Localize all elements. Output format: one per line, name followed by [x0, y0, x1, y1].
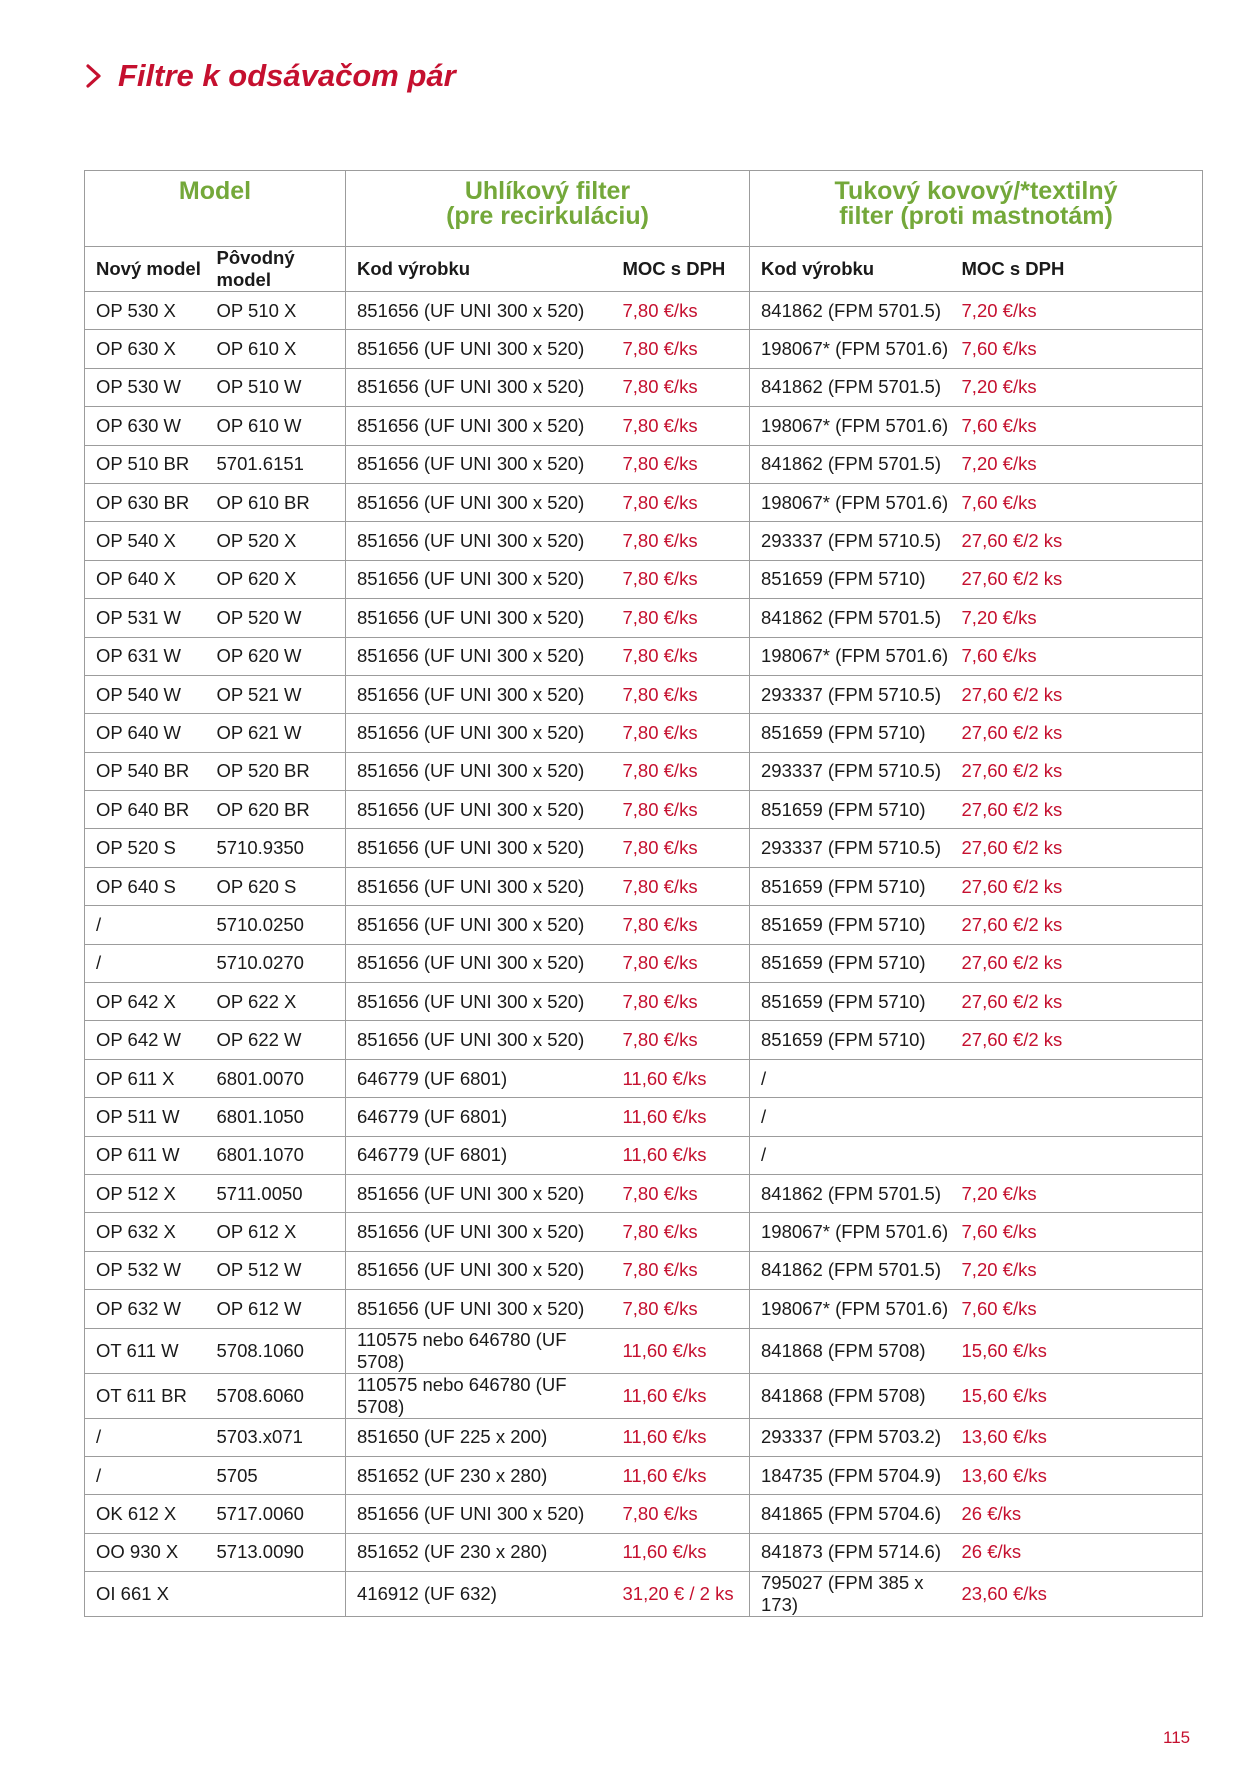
table-row	[85, 944, 1203, 982]
table-row	[85, 1213, 1203, 1251]
table-row	[85, 407, 1203, 445]
cell-carbon-filter-price: 11,60 €/ks	[612, 1533, 750, 1571]
table-row	[85, 330, 1203, 368]
cell-grease-filter-price: 27,60 €/2 ks	[951, 906, 1203, 944]
cell-grease-filter-code: 851659 (FPM 5710)	[750, 714, 951, 752]
cell-new-model: OP 640 X	[85, 560, 206, 598]
cell-grease-filter-price	[951, 1098, 1203, 1136]
cell-grease-filter-code: 841862 (FPM 5701.5)	[750, 368, 951, 406]
cell-grease-filter-code: 293337 (FPM 5710.5)	[750, 522, 951, 560]
cell-new-model: OP 540 X	[85, 522, 206, 560]
cell-carbon-filter-code: 851656 (UF UNI 300 x 520)	[346, 522, 612, 560]
col-header-carbon-code: Kod výrobku	[346, 247, 612, 292]
cell-grease-filter-price: 7,60 €/ks	[951, 1290, 1203, 1328]
cell-carbon-filter-code: 851656 (UF UNI 300 x 520)	[346, 599, 612, 637]
cell-original-model: OP 622 X	[206, 983, 346, 1021]
cell-carbon-filter-code: 851656 (UF UNI 300 x 520)	[346, 292, 612, 330]
cell-grease-filter-price: 13,60 €/ks	[951, 1418, 1203, 1456]
cell-carbon-filter-code: 416912 (UF 632)	[346, 1572, 612, 1617]
cell-carbon-filter-code: 851656 (UF UNI 300 x 520)	[346, 906, 612, 944]
cell-new-model: OP 540 W	[85, 675, 206, 713]
table-row	[85, 483, 1203, 521]
cell-new-model: /	[85, 906, 206, 944]
cell-original-model: OP 610 X	[206, 330, 346, 368]
cell-grease-filter-code: 198067* (FPM 5701.6)	[750, 407, 951, 445]
cell-new-model: OP 512 X	[85, 1174, 206, 1212]
cell-grease-filter-code: 293337 (FPM 5703.2)	[750, 1418, 951, 1456]
table-row	[85, 752, 1203, 790]
cell-carbon-filter-price: 7,80 €/ks	[612, 1021, 750, 1059]
grease-header-line2: filter (proti mastnotám)	[839, 202, 1113, 230]
cell-carbon-filter-price: 7,80 €/ks	[612, 368, 750, 406]
cell-new-model: OP 640 W	[85, 714, 206, 752]
cell-grease-filter-code: 851659 (FPM 5710)	[750, 867, 951, 905]
cell-new-model: OP 530 X	[85, 292, 206, 330]
cell-original-model: OP 612 X	[206, 1213, 346, 1251]
cell-carbon-filter-price: 7,80 €/ks	[612, 791, 750, 829]
cell-carbon-filter-price: 7,80 €/ks	[612, 522, 750, 560]
cell-new-model: OP 642 W	[85, 1021, 206, 1059]
cell-original-model: OP 621 W	[206, 714, 346, 752]
cell-original-model: 5710.0250	[206, 906, 346, 944]
cell-carbon-filter-code: 851652 (UF 230 x 280)	[346, 1456, 612, 1494]
cell-original-model: 5710.0270	[206, 944, 346, 982]
cell-new-model: OP 630 BR	[85, 483, 206, 521]
cell-carbon-filter-price: 7,80 €/ks	[612, 1174, 750, 1212]
cell-original-model: 6801.0070	[206, 1059, 346, 1097]
cell-grease-filter-price: 26 €/ks	[951, 1495, 1203, 1533]
cell-carbon-filter-code: 851656 (UF UNI 300 x 520)	[346, 1213, 612, 1251]
col-header-new-model: Nový model	[85, 247, 206, 292]
cell-carbon-filter-code: 851656 (UF UNI 300 x 520)	[346, 1290, 612, 1328]
cell-grease-filter-price: 13,60 €/ks	[951, 1456, 1203, 1494]
cell-grease-filter-code: 841868 (FPM 5708)	[750, 1328, 951, 1373]
cell-original-model: 5708.6060	[206, 1373, 346, 1418]
cell-carbon-filter-price: 7,80 €/ks	[612, 906, 750, 944]
cell-original-model: OP 512 W	[206, 1251, 346, 1289]
cell-carbon-filter-price: 7,80 €/ks	[612, 330, 750, 368]
cell-new-model: OI 661 X	[85, 1572, 206, 1617]
cell-carbon-filter-code: 851656 (UF UNI 300 x 520)	[346, 752, 612, 790]
cell-carbon-filter-price: 7,80 €/ks	[612, 829, 750, 867]
cell-carbon-filter-code: 851656 (UF UNI 300 x 520)	[346, 483, 612, 521]
cell-grease-filter-price: 27,60 €/2 ks	[951, 829, 1203, 867]
cell-grease-filter-code: 851659 (FPM 5710)	[750, 983, 951, 1021]
cell-original-model: 5705	[206, 1456, 346, 1494]
cell-original-model: 5703.x071	[206, 1418, 346, 1456]
cell-carbon-filter-price: 7,80 €/ks	[612, 599, 750, 637]
cell-original-model: 6801.1050	[206, 1098, 346, 1136]
cell-grease-filter-price: 23,60 €/ks	[951, 1572, 1203, 1617]
carbon-header-line1: Uhlíkový filter	[464, 177, 631, 205]
cell-grease-filter-code: 851659 (FPM 5710)	[750, 906, 951, 944]
table-row	[85, 1533, 1203, 1571]
cell-carbon-filter-code: 851656 (UF UNI 300 x 520)	[346, 637, 612, 675]
cell-carbon-filter-price: 11,60 €/ks	[612, 1059, 750, 1097]
page-number: 115	[1163, 1728, 1191, 1747]
cell-grease-filter-code: 198067* (FPM 5701.6)	[750, 1290, 951, 1328]
cell-grease-filter-code: 841873 (FPM 5714.6)	[750, 1533, 951, 1571]
table-row	[85, 867, 1203, 905]
model-header-label: Model	[178, 177, 252, 205]
cell-carbon-filter-code: 646779 (UF 6801)	[346, 1136, 612, 1174]
cell-grease-filter-price: 15,60 €/ks	[951, 1373, 1203, 1418]
cell-grease-filter-price	[951, 1059, 1203, 1097]
cell-original-model: OP 521 W	[206, 675, 346, 713]
cell-grease-filter-code: 841868 (FPM 5708)	[750, 1373, 951, 1418]
cell-grease-filter-code: 293337 (FPM 5710.5)	[750, 675, 951, 713]
cell-grease-filter-price: 7,20 €/ks	[951, 1251, 1203, 1289]
cell-original-model: OP 612 W	[206, 1290, 346, 1328]
table-row	[85, 1328, 1203, 1373]
cell-original-model: 5717.0060	[206, 1495, 346, 1533]
column-header-row	[85, 247, 1203, 292]
table-row	[85, 1495, 1203, 1533]
cell-grease-filter-code: 184735 (FPM 5704.9)	[750, 1456, 951, 1494]
cell-original-model: OP 520 W	[206, 599, 346, 637]
table-row	[85, 714, 1203, 752]
cell-carbon-filter-price: 11,60 €/ks	[612, 1098, 750, 1136]
cell-carbon-filter-code: 851656 (UF UNI 300 x 520)	[346, 714, 612, 752]
cell-grease-filter-code: 841862 (FPM 5701.5)	[750, 1251, 951, 1289]
cell-grease-filter-code: 841865 (FPM 5704.6)	[750, 1495, 951, 1533]
cell-original-model: OP 520 X	[206, 522, 346, 560]
table-row	[85, 1290, 1203, 1328]
cell-grease-filter-price: 27,60 €/2 ks	[951, 560, 1203, 598]
cell-new-model: OP 632 X	[85, 1213, 206, 1251]
cell-new-model: OK 612 X	[85, 1495, 206, 1533]
cell-carbon-filter-code: 851656 (UF UNI 300 x 520)	[346, 675, 612, 713]
table-row	[85, 906, 1203, 944]
cell-carbon-filter-price: 7,80 €/ks	[612, 560, 750, 598]
table-row	[85, 445, 1203, 483]
cell-grease-filter-price: 27,60 €/2 ks	[951, 1021, 1203, 1059]
cell-new-model: OP 532 W	[85, 1251, 206, 1289]
cell-carbon-filter-price: 7,80 €/ks	[612, 1213, 750, 1251]
cell-carbon-filter-code: 851652 (UF 230 x 280)	[346, 1533, 612, 1571]
cell-new-model: OP 530 W	[85, 368, 206, 406]
cell-new-model: /	[85, 1456, 206, 1494]
cell-original-model: OP 610 BR	[206, 483, 346, 521]
table-row	[85, 599, 1203, 637]
table-row	[85, 1174, 1203, 1212]
cell-new-model: OP 630 W	[85, 407, 206, 445]
cell-carbon-filter-price: 7,80 €/ks	[612, 637, 750, 675]
cell-carbon-filter-code: 110575 nebo 646780 (UF 5708)	[346, 1373, 612, 1418]
cell-original-model: OP 610 W	[206, 407, 346, 445]
table-row	[85, 1373, 1203, 1418]
cell-original-model: OP 620 S	[206, 867, 346, 905]
cell-carbon-filter-price: 7,80 €/ks	[612, 1290, 750, 1328]
col-header-grease-code: Kod výrobku	[750, 247, 951, 292]
table-row	[85, 292, 1203, 330]
col-header-grease-price: MOC s DPH	[951, 247, 1203, 292]
cell-grease-filter-code: 198067* (FPM 5701.6)	[750, 483, 951, 521]
table-row	[85, 1456, 1203, 1494]
cell-grease-filter-price: 27,60 €/2 ks	[951, 867, 1203, 905]
cell-grease-filter-price: 7,20 €/ks	[951, 1174, 1203, 1212]
cell-carbon-filter-code: 851656 (UF UNI 300 x 520)	[346, 829, 612, 867]
cell-carbon-filter-code: 646779 (UF 6801)	[346, 1059, 612, 1097]
table-row	[85, 983, 1203, 1021]
cell-carbon-filter-code: 851656 (UF UNI 300 x 520)	[346, 330, 612, 368]
cell-original-model: OP 620 X	[206, 560, 346, 598]
cell-new-model: OP 640 S	[85, 867, 206, 905]
filter-table	[84, 170, 1203, 1617]
cell-carbon-filter-price: 11,60 €/ks	[612, 1328, 750, 1373]
cell-new-model: OT 611 W	[85, 1328, 206, 1373]
table-row	[85, 1136, 1203, 1174]
cell-grease-filter-price: 26 €/ks	[951, 1533, 1203, 1571]
grease-header-line1: Tukový kovový/*textilný	[834, 177, 1118, 205]
table-row	[85, 675, 1203, 713]
cell-new-model: /	[85, 944, 206, 982]
cell-grease-filter-code: 841862 (FPM 5701.5)	[750, 1174, 951, 1212]
cell-original-model: OP 620 BR	[206, 791, 346, 829]
cell-carbon-filter-price: 7,80 €/ks	[612, 1251, 750, 1289]
cell-grease-filter-price: 7,20 €/ks	[951, 445, 1203, 483]
cell-new-model: OP 520 S	[85, 829, 206, 867]
cell-new-model: OP 611 X	[85, 1059, 206, 1097]
cell-grease-filter-code: 851659 (FPM 5710)	[750, 791, 951, 829]
cell-original-model: OP 510 X	[206, 292, 346, 330]
carbon-header-line2: (pre recirkuláciu)	[446, 202, 649, 230]
cell-carbon-filter-code: 851656 (UF UNI 300 x 520)	[346, 791, 612, 829]
cell-carbon-filter-code: 851656 (UF UNI 300 x 520)	[346, 445, 612, 483]
cell-new-model: OP 540 BR	[85, 752, 206, 790]
cell-carbon-filter-price: 7,80 €/ks	[612, 944, 750, 982]
table-row	[85, 1251, 1203, 1289]
cell-grease-filter-price: 27,60 €/2 ks	[951, 791, 1203, 829]
cell-grease-filter-price: 7,60 €/ks	[951, 407, 1203, 445]
cell-original-model: OP 622 W	[206, 1021, 346, 1059]
table-row	[85, 829, 1203, 867]
cell-grease-filter-price: 27,60 €/2 ks	[951, 675, 1203, 713]
table-row	[85, 522, 1203, 560]
cell-grease-filter-code: 851659 (FPM 5710)	[750, 560, 951, 598]
chevron-right-icon	[84, 63, 104, 89]
page-heading	[84, 58, 456, 94]
cell-carbon-filter-code: 851656 (UF UNI 300 x 520)	[346, 867, 612, 905]
cell-grease-filter-code: 851659 (FPM 5710)	[750, 1021, 951, 1059]
cell-carbon-filter-price: 11,60 €/ks	[612, 1456, 750, 1494]
cell-carbon-filter-code: 851656 (UF UNI 300 x 520)	[346, 1495, 612, 1533]
group-header-row	[85, 171, 1203, 247]
table-row	[85, 1059, 1203, 1097]
cell-grease-filter-price: 27,60 €/2 ks	[951, 944, 1203, 982]
cell-carbon-filter-price: 7,80 €/ks	[612, 483, 750, 521]
table-row	[85, 1098, 1203, 1136]
cell-new-model: OP 630 X	[85, 330, 206, 368]
cell-original-model: OP 510 W	[206, 368, 346, 406]
cell-grease-filter-code: /	[750, 1098, 951, 1136]
cell-carbon-filter-price: 7,80 €/ks	[612, 1495, 750, 1533]
cell-grease-filter-code: 198067* (FPM 5701.6)	[750, 330, 951, 368]
cell-original-model: OP 620 W	[206, 637, 346, 675]
cell-carbon-filter-price: 7,80 €/ks	[612, 983, 750, 1021]
cell-carbon-filter-price: 11,60 €/ks	[612, 1373, 750, 1418]
cell-new-model: OP 531 W	[85, 599, 206, 637]
cell-grease-filter-price	[951, 1136, 1203, 1174]
cell-carbon-filter-code: 110575 nebo 646780 (UF 5708)	[346, 1328, 612, 1373]
cell-original-model: 6801.1070	[206, 1136, 346, 1174]
table-row	[85, 560, 1203, 598]
cell-new-model: OT 611 BR	[85, 1373, 206, 1418]
cell-original-model: 5711.0050	[206, 1174, 346, 1212]
cell-carbon-filter-code: 851656 (UF UNI 300 x 520)	[346, 368, 612, 406]
cell-carbon-filter-code: 851656 (UF UNI 300 x 520)	[346, 1021, 612, 1059]
cell-grease-filter-code: 851659 (FPM 5710)	[750, 944, 951, 982]
group-header-grease-filter	[750, 171, 1203, 247]
cell-carbon-filter-price: 11,60 €/ks	[612, 1136, 750, 1174]
table-row	[85, 1418, 1203, 1456]
cell-grease-filter-code: 293337 (FPM 5710.5)	[750, 829, 951, 867]
cell-carbon-filter-code: 646779 (UF 6801)	[346, 1098, 612, 1136]
cell-new-model: /	[85, 1418, 206, 1456]
cell-carbon-filter-code: 851656 (UF UNI 300 x 520)	[346, 407, 612, 445]
cell-original-model	[206, 1572, 346, 1617]
cell-carbon-filter-price: 31,20 € / 2 ks	[612, 1572, 750, 1617]
col-header-original-model: Pôvodný model	[206, 247, 346, 292]
cell-grease-filter-code: 293337 (FPM 5710.5)	[750, 752, 951, 790]
cell-grease-filter-code: 795027 (FPM 385 x 173)	[750, 1572, 951, 1617]
cell-original-model: 5708.1060	[206, 1328, 346, 1373]
cell-original-model: 5713.0090	[206, 1533, 346, 1571]
cell-new-model: OP 640 BR	[85, 791, 206, 829]
page-title: Filtre k odsávačom pár	[118, 58, 456, 93]
cell-carbon-filter-price: 7,80 €/ks	[612, 407, 750, 445]
cell-grease-filter-code: 841862 (FPM 5701.5)	[750, 292, 951, 330]
group-header-carbon-filter	[346, 171, 750, 247]
cell-grease-filter-price: 27,60 €/2 ks	[951, 983, 1203, 1021]
cell-grease-filter-code: /	[750, 1136, 951, 1174]
cell-new-model: OP 511 W	[85, 1098, 206, 1136]
cell-grease-filter-price: 27,60 €/2 ks	[951, 752, 1203, 790]
table-row	[85, 791, 1203, 829]
cell-grease-filter-price: 7,20 €/ks	[951, 599, 1203, 637]
cell-carbon-filter-price: 7,80 €/ks	[612, 292, 750, 330]
cell-new-model: OP 642 X	[85, 983, 206, 1021]
table-row	[85, 1572, 1203, 1617]
cell-grease-filter-price: 27,60 €/2 ks	[951, 714, 1203, 752]
cell-carbon-filter-code: 851650 (UF 225 x 200)	[346, 1418, 612, 1456]
table-row	[85, 637, 1203, 675]
cell-carbon-filter-code: 851656 (UF UNI 300 x 520)	[346, 560, 612, 598]
cell-original-model: 5701.6151	[206, 445, 346, 483]
cell-grease-filter-code: 841862 (FPM 5701.5)	[750, 445, 951, 483]
cell-original-model: 5710.9350	[206, 829, 346, 867]
cell-new-model: OO 930 X	[85, 1533, 206, 1571]
cell-new-model: OP 632 W	[85, 1290, 206, 1328]
cell-grease-filter-price: 7,60 €/ks	[951, 1213, 1203, 1251]
cell-carbon-filter-code: 851656 (UF UNI 300 x 520)	[346, 1174, 612, 1212]
cell-grease-filter-price: 15,60 €/ks	[951, 1328, 1203, 1373]
cell-grease-filter-price: 27,60 €/2 ks	[951, 522, 1203, 560]
cell-grease-filter-price: 7,60 €/ks	[951, 330, 1203, 368]
cell-carbon-filter-price: 7,80 €/ks	[612, 752, 750, 790]
table-row	[85, 368, 1203, 406]
cell-grease-filter-price: 7,60 €/ks	[951, 483, 1203, 521]
cell-carbon-filter-price: 11,60 €/ks	[612, 1418, 750, 1456]
cell-carbon-filter-price: 7,80 €/ks	[612, 714, 750, 752]
cell-grease-filter-price: 7,20 €/ks	[951, 292, 1203, 330]
cell-grease-filter-code: 841862 (FPM 5701.5)	[750, 599, 951, 637]
cell-original-model: OP 520 BR	[206, 752, 346, 790]
cell-carbon-filter-price: 7,80 €/ks	[612, 867, 750, 905]
cell-carbon-filter-price: 7,80 €/ks	[612, 445, 750, 483]
cell-grease-filter-code: 198067* (FPM 5701.6)	[750, 637, 951, 675]
cell-grease-filter-code: /	[750, 1059, 951, 1097]
cell-carbon-filter-code: 851656 (UF UNI 300 x 520)	[346, 983, 612, 1021]
cell-carbon-filter-code: 851656 (UF UNI 300 x 520)	[346, 1251, 612, 1289]
cell-grease-filter-price: 7,60 €/ks	[951, 637, 1203, 675]
cell-new-model: OP 611 W	[85, 1136, 206, 1174]
cell-carbon-filter-code: 851656 (UF UNI 300 x 520)	[346, 944, 612, 982]
cell-carbon-filter-price: 7,80 €/ks	[612, 675, 750, 713]
col-header-carbon-price: MOC s DPH	[612, 247, 750, 292]
cell-grease-filter-price: 7,20 €/ks	[951, 368, 1203, 406]
cell-grease-filter-code: 198067* (FPM 5701.6)	[750, 1213, 951, 1251]
cell-new-model: OP 631 W	[85, 637, 206, 675]
cell-new-model: OP 510 BR	[85, 445, 206, 483]
group-header-model	[85, 171, 346, 247]
table-row	[85, 1021, 1203, 1059]
